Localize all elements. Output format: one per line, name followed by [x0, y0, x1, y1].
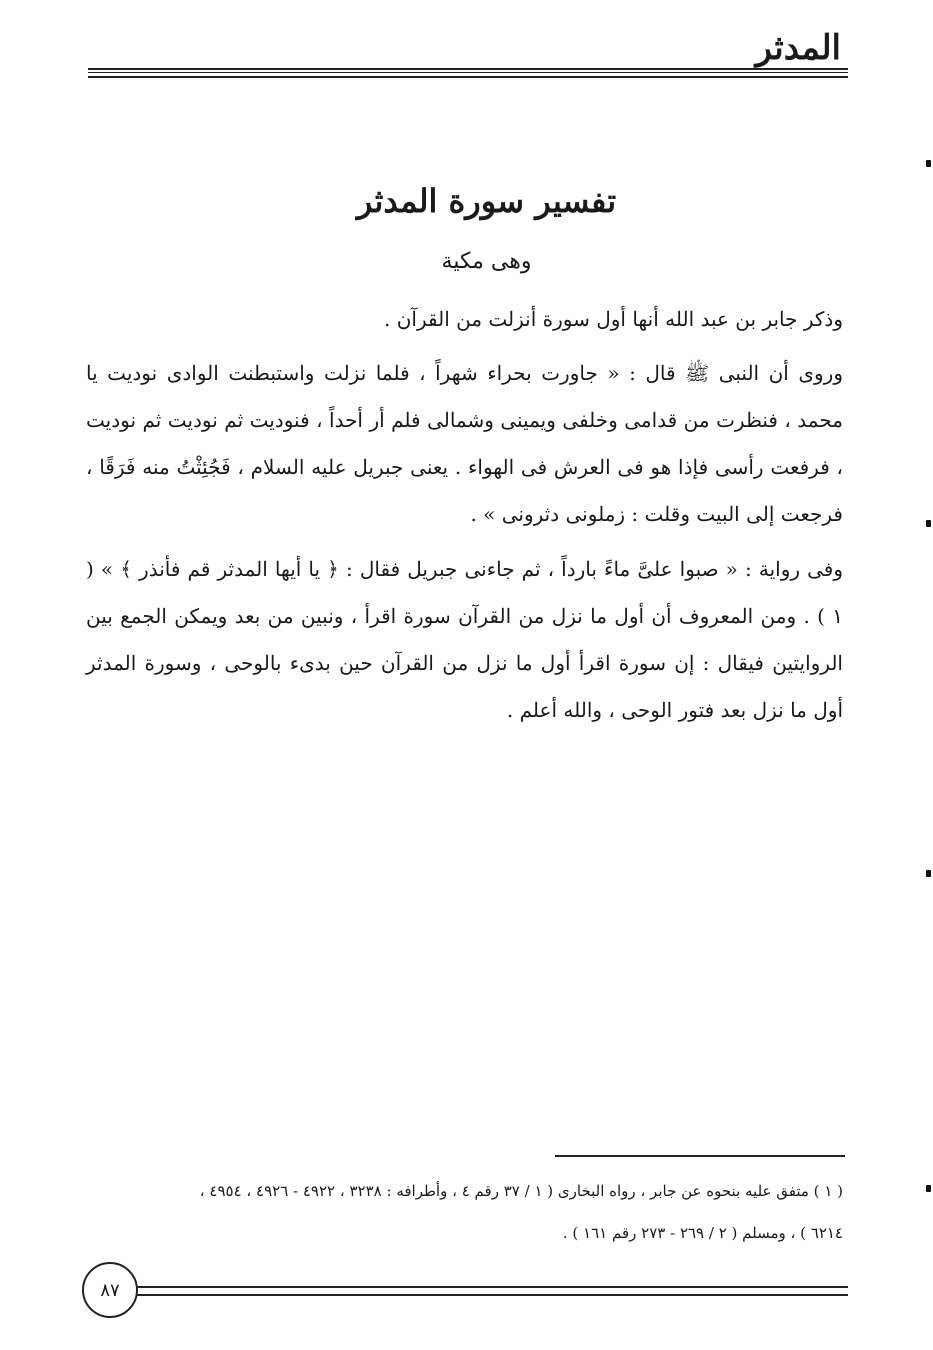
paragraph-3	[86, 546, 843, 734]
footnote	[70, 1170, 843, 1254]
running-header-title: المدثر	[755, 28, 841, 68]
margin-mark	[926, 160, 931, 167]
footnote-line: ( ١ ) متفق عليه بنحوه عن جابر ، رواه البخارى ( ١ / ٣٧ رقم ٤ ، وأطرافه : ٣٢٣٨ ، ٤٩٢٢ - ٤٩٢٦ ، ٤٩٥٤ ،	[199, 1182, 843, 1200]
page-number-badge	[82, 1262, 138, 1318]
surah-subtitle: وهى مكية	[441, 249, 532, 274]
page-number: ٨٧	[100, 1279, 120, 1301]
paragraph-1	[86, 296, 843, 343]
paragraph-2	[86, 350, 843, 538]
paragraph-text: وفى رواية : « صبوا علىَّ ماءً بارداً ، ثم جاءنى جبريل فقال : ﴿ يا أيها المدثر قم فأنذر ﴾ » ( ١ ) . ومن المعروف أن أول ما نزل من القرآن سورة اقرأ ، ونبين من بعد ويمكن الجمع بين الروايتين فيقال : إن سورة اقرأ أول ما نزل من القرآن حين بدىء بالوحى ، وسورة المدثر أول ما نزل بعد فتور الوحى ، والله أعلم .	[86, 557, 843, 722]
margin-mark	[926, 520, 931, 527]
paragraph-text: وذكر جابر بن عبد الله أنها أول سورة أنزلت من القرآن .	[383, 307, 843, 331]
footnote-rule	[555, 1155, 845, 1157]
footnote-line: ٦٢١٤ ) ، ومسلم ( ٢ / ٢٦٩ - ٢٧٣ رقم ١٦١ ) .	[562, 1224, 843, 1242]
surah-title: تفسير سورة المدثر	[356, 182, 617, 220]
header-rule	[88, 68, 848, 78]
footer-rule	[132, 1286, 848, 1296]
paragraph-text: وروى أن النبى ﷺ قال : « جاورت بحراء شهراً ، فلما نزلت واستبطنت الوادى نوديت يا محمد ، فنظرت من قدامى وخلفى ويمينى وشمالى فلم أر أحداً ، فنوديت ثم نوديت ثم نوديت ، فرفعت رأسى فإذا هو فى العرش فى الهواء . يعنى جبريل عليه السلام ، فَجُئِثْتُ منه فَرَقًا ، فرجعت إلى البيت وقلت : زملونى دثرونى » .	[86, 361, 843, 526]
margin-mark	[926, 1185, 931, 1192]
margin-mark	[926, 870, 931, 877]
